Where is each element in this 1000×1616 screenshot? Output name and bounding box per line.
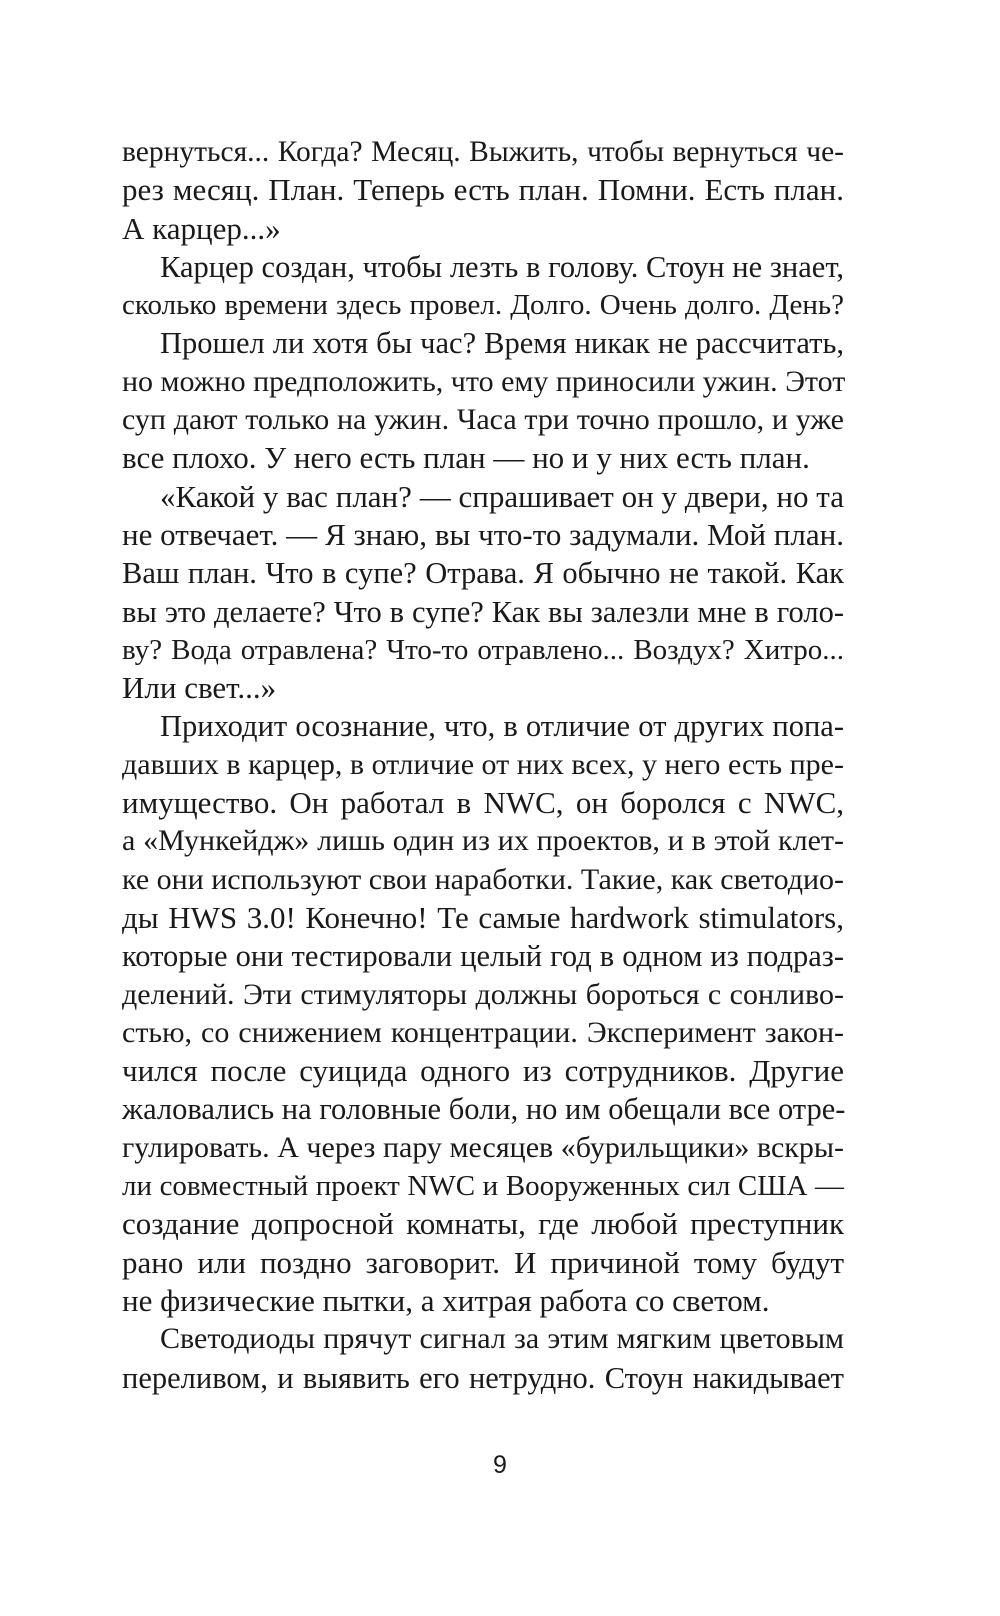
text-line: все плохо. У него есть план — но и у них есть план. — [122, 440, 810, 476]
text-line: жаловались на головные боли, но им обещали все отре- — [122, 1092, 846, 1127]
text-line: но можно предположить, что ему приносили ужин. Этот — [122, 364, 846, 398]
text-line: Или свет...» — [122, 670, 277, 706]
text-line: сколько времени здесь провел. Долго. Очень долго. День? — [122, 289, 844, 322]
text-line: которые они тестировали целый год в одном из подраз- — [122, 939, 844, 974]
text-line: ву? Вода отравлена? Что-то отравлено... Воздух? Хитро... — [122, 633, 844, 666]
text-line: рано или поздно заговорит. И причиной тому будут — [122, 1244, 844, 1280]
text-line: А карцер...» — [122, 210, 281, 246]
paragraph-first-line: Карцер создан, чтобы лезть в голову. Стоун не знает, — [160, 249, 844, 284]
text-line: ке они используют свои наработки. Такие, как светодио- — [122, 862, 845, 896]
text-line: рез месяц. План. Теперь есть план. Помни. Есть план. — [122, 172, 844, 208]
text-line: имущество. Он работал в NWC, он боролся с NWC, — [122, 785, 844, 821]
text-line: чился после суицида одного из сотрудников. Другие — [122, 1053, 844, 1089]
body-text — [122, 133, 844, 1397]
text-line: стью, со снижением концентрации. Эксперимент закон- — [122, 1015, 844, 1049]
text-line: ли совместный проект NWC и Вооруженных сил США — — [122, 1170, 844, 1203]
paragraph-first-line: Приходит осознание, что, в отличие от других попа- — [160, 709, 844, 744]
text-line: Ваш план. Что в супе? Отрава. Я обычно не такой. Как — [122, 556, 844, 591]
text-line: а «Мункейдж» лишь один из их проектов, и в этой клет- — [122, 824, 844, 858]
text-line: давших в карцер, в отличие от них всех, у него есть пре- — [122, 747, 844, 781]
paragraph-first-line: «Какой у вас план? — спрашивает он у двери, но та — [160, 478, 844, 514]
text-line: вернуться... Когда? Месяц. Выжить, чтобы вернуться че- — [122, 136, 844, 168]
text-line: ды HWS 3.0! Конечно! Те самые hardwork stimulators, — [122, 899, 844, 935]
text-line: создание допросной комнаты, где любой преступник — [122, 1206, 844, 1242]
paragraph-first-line: Прошел ли хотя бы час? Время никак не рассчитать, — [160, 326, 844, 361]
text-line: вы это делаете? Что в супе? Как вы залезли мне в голо- — [122, 594, 844, 629]
text-line: гулировать. А через пару месяцев «бурильщики» вскры- — [122, 1130, 844, 1164]
page-number: 9 — [493, 1451, 507, 1479]
text-line: не отвечает. — Я знаю, вы что-то задумали. Мой план. — [122, 516, 844, 552]
text-line: суп дают только на ужин. Часа три точно прошло, и уже — [122, 403, 844, 437]
text-line: не физические пытки, а хитрая работа со светом. — [122, 1282, 770, 1318]
paragraph-first-line: Светодиоды прячут сигнал за этим мягким цветовым — [160, 1322, 844, 1356]
text-line: переливом, и выявить его нетрудно. Стоун накидывает — [122, 1360, 844, 1395]
text-line: делений. Эти стимуляторы должны бороться с сонливо- — [122, 977, 844, 1011]
